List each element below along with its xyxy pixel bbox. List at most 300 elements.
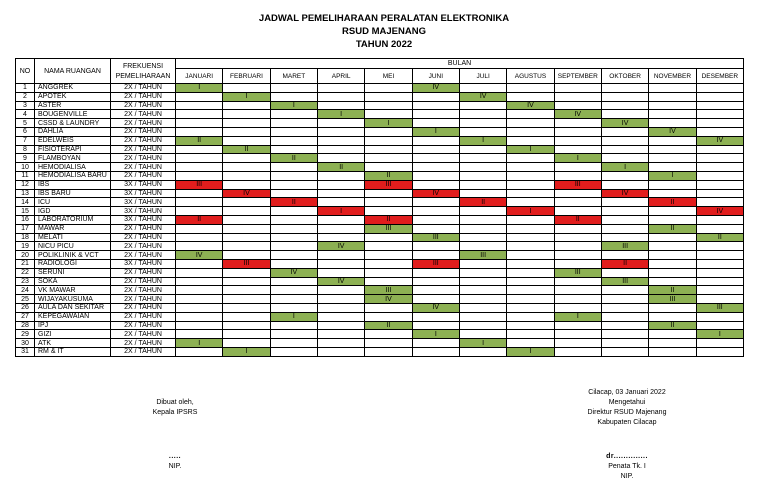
- maintenance-frequency: 2X / TAHUN: [111, 251, 176, 260]
- month-cell: [601, 127, 648, 136]
- month-cell: [365, 84, 412, 93]
- month-header: JUNI: [412, 69, 459, 84]
- header-no: NO: [16, 59, 35, 84]
- month-cell: [317, 224, 364, 233]
- month-cell: [649, 180, 696, 189]
- month-cell: [317, 92, 364, 101]
- month-cell: [365, 101, 412, 110]
- maintenance-frequency: 2X / TAHUN: [111, 84, 176, 93]
- month-cell: [176, 92, 223, 101]
- month-cell: [507, 268, 554, 277]
- schedule-mark: IV: [601, 189, 648, 198]
- month-cell: [317, 215, 364, 224]
- schedule-mark: III: [649, 295, 696, 304]
- month-cell: [601, 154, 648, 163]
- month-cell: [317, 145, 364, 154]
- signature-right-rank: Penata Tk. I: [608, 463, 646, 470]
- room-name: IPJ: [35, 321, 111, 330]
- schedule-mark: II: [223, 145, 270, 154]
- month-cell: [649, 251, 696, 260]
- month-cell: [412, 242, 459, 251]
- month-cell: [649, 215, 696, 224]
- month-cell: [317, 259, 364, 268]
- month-cell: [507, 251, 554, 260]
- row-number: 4: [16, 110, 35, 119]
- schedule-mark: IV: [270, 268, 317, 277]
- month-cell: [270, 330, 317, 339]
- row-number: 27: [16, 312, 35, 321]
- schedule-mark: IV: [696, 136, 743, 145]
- month-cell: [223, 180, 270, 189]
- month-cell: [317, 136, 364, 145]
- month-cell: [270, 303, 317, 312]
- month-cell: [649, 163, 696, 172]
- room-name: ASTER: [35, 101, 111, 110]
- maintenance-frequency: 2X / TAHUN: [111, 330, 176, 339]
- document-title: [0, 12, 768, 51]
- signature-right-name-block: [567, 452, 687, 482]
- month-cell: [601, 101, 648, 110]
- month-cell: [554, 207, 601, 216]
- month-cell: [507, 339, 554, 348]
- month-cell: [554, 321, 601, 330]
- schedule-mark: II: [649, 224, 696, 233]
- row-number: 10: [16, 163, 35, 172]
- signature-left: [120, 398, 230, 418]
- month-cell: [696, 215, 743, 224]
- schedule-mark: II: [317, 163, 364, 172]
- month-cell: [270, 127, 317, 136]
- room-name: APOTEK: [35, 92, 111, 101]
- month-cell: [696, 242, 743, 251]
- month-cell: [270, 233, 317, 242]
- month-cell: [270, 295, 317, 304]
- month-cell: [696, 339, 743, 348]
- month-cell: [696, 286, 743, 295]
- signature-left-nip: NIP.: [168, 463, 182, 470]
- table-row: [16, 312, 744, 321]
- schedule-mark: I: [459, 339, 506, 348]
- month-cell: [412, 321, 459, 330]
- month-cell: [365, 330, 412, 339]
- month-cell: [176, 101, 223, 110]
- month-cell: [412, 251, 459, 260]
- month-cell: [601, 171, 648, 180]
- schedule-mark: III: [412, 259, 459, 268]
- month-cell: [223, 84, 270, 93]
- month-cell: [270, 110, 317, 119]
- month-cell: [649, 154, 696, 163]
- signature-right-line4: Kabupaten Cilacap: [597, 419, 657, 426]
- month-cell: [459, 101, 506, 110]
- schedule-mark: II: [696, 233, 743, 242]
- month-cell: [696, 84, 743, 93]
- row-number: 31: [16, 347, 35, 356]
- row-number: 26: [16, 303, 35, 312]
- month-cell: [317, 330, 364, 339]
- month-cell: [649, 136, 696, 145]
- month-cell: [554, 242, 601, 251]
- month-cell: [412, 163, 459, 172]
- schedule-mark: IV: [649, 127, 696, 136]
- maintenance-frequency: 2X / TAHUN: [111, 312, 176, 321]
- schedule-mark: III: [176, 180, 223, 189]
- room-name: SERUNI: [35, 268, 111, 277]
- month-cell: [696, 198, 743, 207]
- row-number: 12: [16, 180, 35, 189]
- schedule-mark: I: [317, 110, 364, 119]
- table-row: [16, 259, 744, 268]
- month-cell: [507, 303, 554, 312]
- schedule-mark: I: [270, 312, 317, 321]
- month-cell: [649, 330, 696, 339]
- month-cell: [176, 347, 223, 356]
- table-row: [16, 347, 744, 356]
- month-cell: [507, 84, 554, 93]
- month-cell: [223, 312, 270, 321]
- schedule-mark: II: [365, 215, 412, 224]
- month-cell: [365, 136, 412, 145]
- month-header: MEI: [365, 69, 412, 84]
- row-number: 16: [16, 215, 35, 224]
- room-name: KEPEGAWAIAN: [35, 312, 111, 321]
- title-line-1: JADWAL PEMELIHARAAN PERALATAN ELEKTRONIKA: [258, 13, 510, 24]
- month-cell: [507, 321, 554, 330]
- table-row: [16, 277, 744, 286]
- month-cell: [601, 180, 648, 189]
- room-name: MAWAR: [35, 224, 111, 233]
- month-cell: [649, 347, 696, 356]
- schedule-mark: I: [554, 154, 601, 163]
- month-cell: [270, 136, 317, 145]
- month-cell: [507, 277, 554, 286]
- signature-right-line3: Direktur RSUD Majenang: [587, 409, 667, 416]
- room-name: ATK: [35, 339, 111, 348]
- schedule-mark: I: [223, 347, 270, 356]
- signature-right-name: dr..............: [606, 453, 648, 460]
- schedule-mark: II: [459, 198, 506, 207]
- month-cell: [601, 268, 648, 277]
- room-name: IBS BARU: [35, 189, 111, 198]
- room-name: HEMODIALISA BARU: [35, 171, 111, 180]
- month-cell: [223, 198, 270, 207]
- month-cell: [507, 215, 554, 224]
- month-cell: [696, 127, 743, 136]
- schedule-mark: III: [696, 303, 743, 312]
- month-header: APRIL: [317, 69, 364, 84]
- month-cell: [696, 347, 743, 356]
- room-name: VK MAWAR: [35, 286, 111, 295]
- month-cell: [270, 224, 317, 233]
- schedule-mark: I: [649, 171, 696, 180]
- month-cell: [649, 110, 696, 119]
- month-cell: [223, 101, 270, 110]
- maintenance-frequency: 2X / TAHUN: [111, 92, 176, 101]
- month-cell: [223, 171, 270, 180]
- month-cell: [270, 180, 317, 189]
- month-cell: [365, 339, 412, 348]
- table-row: [16, 339, 744, 348]
- month-header: MARET: [270, 69, 317, 84]
- row-number: 7: [16, 136, 35, 145]
- month-cell: [317, 295, 364, 304]
- month-cell: [317, 198, 364, 207]
- month-cell: [554, 119, 601, 128]
- maintenance-frequency: 2X / TAHUN: [111, 127, 176, 136]
- table-row: [16, 286, 744, 295]
- month-cell: [554, 136, 601, 145]
- month-cell: [554, 347, 601, 356]
- row-number: 22: [16, 268, 35, 277]
- month-cell: [601, 198, 648, 207]
- room-name: LABORATORIUM: [35, 215, 111, 224]
- room-name: AULA DAN SEKITAR: [35, 303, 111, 312]
- month-cell: [176, 154, 223, 163]
- month-cell: [601, 84, 648, 93]
- month-cell: [696, 321, 743, 330]
- month-cell: [223, 136, 270, 145]
- row-number: 9: [16, 154, 35, 163]
- month-cell: [365, 251, 412, 260]
- month-cell: [507, 127, 554, 136]
- month-cell: [223, 268, 270, 277]
- maintenance-frequency: 2X / TAHUN: [111, 286, 176, 295]
- room-name: FLAMBOYAN: [35, 154, 111, 163]
- month-cell: [554, 286, 601, 295]
- month-cell: [507, 136, 554, 145]
- month-cell: [649, 207, 696, 216]
- table-row: [16, 119, 744, 128]
- row-number: 19: [16, 242, 35, 251]
- month-cell: [649, 145, 696, 154]
- month-cell: [270, 277, 317, 286]
- row-number: 17: [16, 224, 35, 233]
- table-row: [16, 110, 744, 119]
- month-cell: [412, 339, 459, 348]
- room-name: RADIOLOGI: [35, 259, 111, 268]
- month-cell: [554, 145, 601, 154]
- row-number: 24: [16, 286, 35, 295]
- month-cell: [176, 295, 223, 304]
- maintenance-frequency: 2X / TAHUN: [111, 224, 176, 233]
- month-cell: [601, 224, 648, 233]
- month-cell: [412, 136, 459, 145]
- month-cell: [176, 277, 223, 286]
- table-row: [16, 101, 744, 110]
- maintenance-frequency: 2X / TAHUN: [111, 101, 176, 110]
- maintenance-frequency: 2X / TAHUN: [111, 136, 176, 145]
- month-cell: [317, 268, 364, 277]
- schedule-mark: I: [365, 119, 412, 128]
- signature-left-line2: Kepala IPSRS: [152, 409, 198, 416]
- schedule-mark: I: [317, 207, 364, 216]
- month-cell: [649, 277, 696, 286]
- month-cell: [223, 321, 270, 330]
- month-cell: [176, 268, 223, 277]
- schedule-mark: IV: [317, 242, 364, 251]
- month-cell: [696, 268, 743, 277]
- table-row: [16, 145, 744, 154]
- month-cell: [365, 154, 412, 163]
- month-cell: [223, 119, 270, 128]
- schedule-body: [16, 84, 744, 357]
- schedule-mark: IV: [412, 84, 459, 93]
- schedule-mark: I: [412, 330, 459, 339]
- month-cell: [365, 259, 412, 268]
- month-cell: [270, 92, 317, 101]
- month-cell: [459, 110, 506, 119]
- maintenance-frequency: 2X / TAHUN: [111, 110, 176, 119]
- month-header: AGUSTUS: [507, 69, 554, 84]
- month-cell: [365, 145, 412, 154]
- month-cell: [649, 339, 696, 348]
- month-cell: [649, 84, 696, 93]
- schedule-mark: II: [176, 215, 223, 224]
- table-row: [16, 207, 744, 216]
- month-cell: [365, 242, 412, 251]
- table-row: [16, 127, 744, 136]
- signature-right: [567, 388, 687, 428]
- month-cell: [412, 92, 459, 101]
- month-cell: [412, 215, 459, 224]
- month-cell: [270, 189, 317, 198]
- schedule-mark: I: [176, 339, 223, 348]
- month-cell: [601, 321, 648, 330]
- room-name: ANGGREK: [35, 84, 111, 93]
- month-cell: [412, 286, 459, 295]
- month-cell: [223, 215, 270, 224]
- month-cell: [459, 242, 506, 251]
- maintenance-frequency: 2X / TAHUN: [111, 145, 176, 154]
- room-name: HEMODIALISA: [35, 163, 111, 172]
- schedule-mark: IV: [317, 277, 364, 286]
- header-room: NAMA RUANGAN: [35, 59, 111, 84]
- month-cell: [601, 330, 648, 339]
- month-cell: [270, 251, 317, 260]
- table-row: [16, 198, 744, 207]
- schedule-mark: I: [176, 84, 223, 93]
- signature-left-name-block: [120, 452, 230, 472]
- month-cell: [176, 242, 223, 251]
- month-cell: [507, 180, 554, 189]
- month-cell: [176, 207, 223, 216]
- month-cell: [412, 180, 459, 189]
- header-frequency-line2: PEMELIHARAAN: [115, 72, 171, 80]
- month-cell: [270, 242, 317, 251]
- month-cell: [176, 171, 223, 180]
- month-cell: [696, 189, 743, 198]
- row-number: 23: [16, 277, 35, 286]
- month-cell: [601, 215, 648, 224]
- month-cell: [412, 101, 459, 110]
- table-row: [16, 233, 744, 242]
- month-cell: [554, 303, 601, 312]
- month-cell: [554, 171, 601, 180]
- schedule-mark: I: [507, 347, 554, 356]
- month-cell: [459, 303, 506, 312]
- row-number: 30: [16, 339, 35, 348]
- month-cell: [459, 295, 506, 304]
- month-cell: [223, 110, 270, 119]
- month-cell: [696, 163, 743, 172]
- table-row: [16, 171, 744, 180]
- table-row: [16, 268, 744, 277]
- maintenance-frequency: 3X / TAHUN: [111, 215, 176, 224]
- schedule-mark: IV: [507, 101, 554, 110]
- maintenance-frequency: 2X / TAHUN: [111, 242, 176, 251]
- month-cell: [554, 163, 601, 172]
- month-cell: [223, 286, 270, 295]
- month-cell: [696, 251, 743, 260]
- month-cell: [507, 312, 554, 321]
- schedule-mark: IV: [176, 251, 223, 260]
- signature-right-nip: NIP.: [620, 473, 634, 480]
- schedule-mark: III: [365, 180, 412, 189]
- schedule-mark: I: [696, 330, 743, 339]
- month-cell: [365, 189, 412, 198]
- month-cell: [412, 207, 459, 216]
- month-cell: [507, 295, 554, 304]
- month-cell: [601, 303, 648, 312]
- schedule-mark: IV: [601, 119, 648, 128]
- month-cell: [412, 171, 459, 180]
- month-cell: [412, 277, 459, 286]
- room-name: SOKA: [35, 277, 111, 286]
- schedule-mark: IV: [365, 295, 412, 304]
- schedule-mark: I: [459, 136, 506, 145]
- month-cell: [317, 303, 364, 312]
- schedule-mark: II: [270, 198, 317, 207]
- maintenance-frequency: 2X / TAHUN: [111, 295, 176, 304]
- table-row: [16, 163, 744, 172]
- table-row: [16, 242, 744, 251]
- month-cell: [696, 224, 743, 233]
- month-cell: [365, 347, 412, 356]
- month-cell: [223, 242, 270, 251]
- month-cell: [507, 189, 554, 198]
- month-cell: [317, 154, 364, 163]
- maintenance-frequency: 3X / TAHUN: [111, 189, 176, 198]
- month-cell: [317, 101, 364, 110]
- month-cell: [649, 312, 696, 321]
- month-cell: [554, 189, 601, 198]
- maintenance-frequency: 2X / TAHUN: [111, 119, 176, 128]
- month-cell: [317, 119, 364, 128]
- month-cell: [649, 101, 696, 110]
- row-number: 8: [16, 145, 35, 154]
- signature-left-name: .....: [168, 453, 182, 460]
- schedule-mark: II: [649, 198, 696, 207]
- month-cell: [696, 92, 743, 101]
- schedule-mark: I: [507, 145, 554, 154]
- month-cell: [649, 303, 696, 312]
- month-cell: [317, 127, 364, 136]
- room-name: EDELWEIS: [35, 136, 111, 145]
- month-cell: [176, 330, 223, 339]
- row-number: 11: [16, 171, 35, 180]
- schedule-mark: II: [649, 321, 696, 330]
- row-number: 6: [16, 127, 35, 136]
- table-row: [16, 295, 744, 304]
- month-cell: [412, 268, 459, 277]
- row-number: 1: [16, 84, 35, 93]
- month-cell: [601, 339, 648, 348]
- month-cell: [507, 233, 554, 242]
- month-header: OKTOBER: [601, 69, 648, 84]
- room-name: GIZI: [35, 330, 111, 339]
- month-header: FEBRUARI: [223, 69, 270, 84]
- schedule-mark: II: [601, 259, 648, 268]
